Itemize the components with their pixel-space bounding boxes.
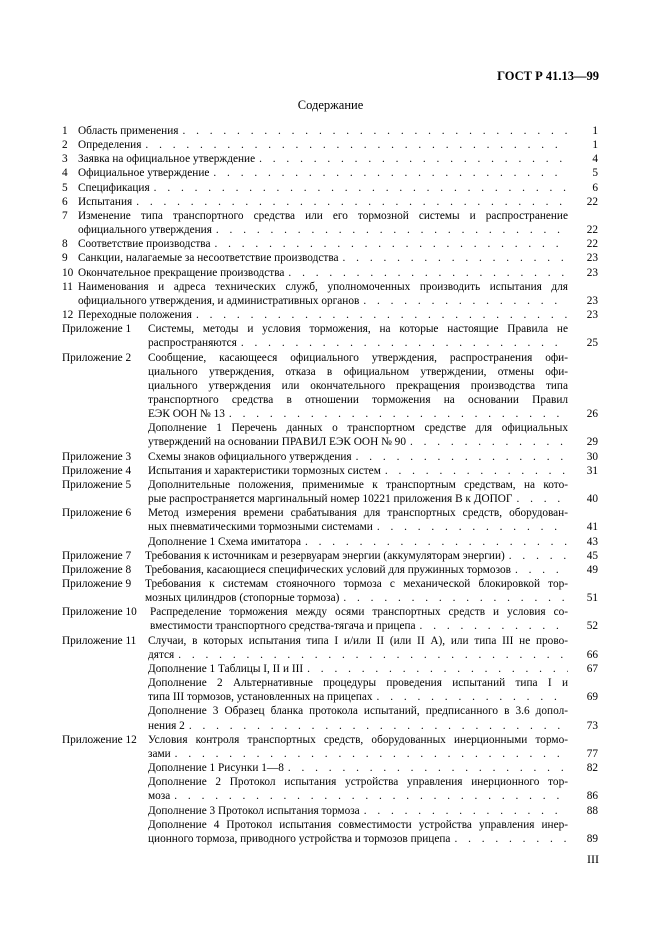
- toc-entry-title: Дополнение 1 Таблицы I, II и III: [148, 662, 304, 675]
- toc-entry[interactable]: [62, 775, 598, 803]
- toc-entry-page: 67: [586, 662, 598, 675]
- toc-entry-page: 6: [592, 181, 598, 194]
- toc-entry-title: Испытания и характеристики тормозных систем: [148, 464, 381, 477]
- toc-entry-title: нения 2: [148, 719, 185, 732]
- dot-leader: [373, 520, 568, 534]
- dot-leader: [416, 619, 568, 633]
- toc-entry-number: 10: [62, 266, 74, 279]
- toc-entry-number: Приложение 12: [62, 733, 137, 746]
- toc-entry-title: Спецификация: [78, 181, 150, 194]
- toc-entry-title: Изменение типа транспортного средства или его тормозной системы и распространение: [78, 209, 568, 222]
- toc-entry-title: Случаи, в которых испытания типа I и/или II (или II А), или типа III не прово-: [148, 634, 568, 647]
- toc-entry-title: Определения: [78, 139, 142, 152]
- toc-entry-page: 23: [586, 294, 598, 307]
- toc-entry-page: 23: [586, 266, 598, 279]
- toc-entry-page: 4: [592, 153, 598, 166]
- toc-entry-title: вместимости транспортного средства-тягача и прицепа: [150, 620, 416, 633]
- toc-entry[interactable]: [62, 322, 598, 350]
- toc-entry[interactable]: [62, 634, 598, 662]
- toc-entry[interactable]: [62, 704, 598, 732]
- toc-entry-title: Испытания: [78, 195, 133, 208]
- toc-entry[interactable]: [62, 478, 598, 506]
- toc-entry-page: 22: [586, 238, 598, 251]
- toc-entry-title: Дополнительные положения, применимые к транспортным средствам, на кото-: [148, 478, 568, 491]
- toc-entry-page: 45: [586, 549, 598, 562]
- toc-entry-page: 22: [586, 224, 598, 237]
- toc-entry-title: Метод измерения времени срабатывания для транспортных средств, оборудован-: [148, 507, 568, 520]
- dot-leader: [450, 832, 568, 846]
- toc-entry-page: 69: [586, 691, 598, 704]
- toc-entry-title: Дополнение 4 Протокол испытания совместимости устройства управления инер-: [148, 818, 568, 831]
- toc-entry-page: 66: [586, 648, 598, 661]
- toc-entry[interactable]: [62, 152, 598, 166]
- toc-entry-title: Требования к системам стояночного тормоза с механической блокировкой тор-: [145, 578, 568, 590]
- toc-entry-title: Официальное утверждение: [78, 167, 210, 180]
- toc-entry-number: Приложение 1: [62, 323, 132, 336]
- toc-entry[interactable]: [62, 181, 598, 195]
- dot-leader: [512, 492, 568, 506]
- dot-leader: [359, 294, 568, 308]
- dot-leader: [174, 648, 568, 662]
- toc-entry-title: Системы, методы и условия торможения, на которые настоящие Правила не: [148, 323, 568, 336]
- toc-entry[interactable]: [62, 676, 598, 704]
- toc-entry-title: распространяются: [148, 337, 237, 350]
- dot-leader: [132, 195, 568, 209]
- toc-entry-title: Дополнение 2 Альтернативные процедуры проведения испытаний типа I и: [148, 677, 568, 690]
- toc-entry-title: утверждений на основании ПРАВИЛ ЕЭК ООН № 90: [148, 436, 406, 449]
- dot-leader: [212, 223, 568, 237]
- toc-entry-title: Наименования и адреса технических служб, уполномоченных производить испытания для: [78, 280, 568, 293]
- dot-leader: [360, 804, 568, 818]
- toc-entry-title: Условия контроля транспортных средств, оборудованных инерционными тормо-: [148, 733, 568, 746]
- dot-leader: [339, 251, 568, 265]
- toc-entry-page: 23: [586, 309, 598, 322]
- toc-entry[interactable]: [62, 308, 598, 322]
- toc-entry-number: 5: [62, 181, 68, 194]
- toc-entry-number: 1: [62, 125, 68, 137]
- toc-entry-title: Область применения: [78, 125, 179, 137]
- toc-entry-page: 43: [586, 535, 598, 548]
- toc-entry[interactable]: [62, 535, 598, 549]
- toc-entry-page: 31: [586, 464, 598, 477]
- toc-entry[interactable]: [62, 804, 598, 818]
- toc-entry-title: циального утверждения, отказа в официальном утверждении, отмены офи-: [148, 365, 568, 378]
- toc-entry-title: Дополнение 1 Рисунки 1—8: [148, 762, 284, 775]
- dot-leader: [301, 535, 568, 549]
- dot-leader: [150, 181, 568, 195]
- dot-leader: [381, 464, 568, 478]
- dot-leader: [303, 662, 568, 676]
- dot-leader: [141, 138, 568, 152]
- toc-entry-page: 52: [586, 620, 598, 633]
- dot-leader: [255, 152, 568, 166]
- dot-leader: [192, 308, 568, 322]
- toc-entry-page: 41: [586, 521, 598, 534]
- toc-entry-title: Схемы знаков официального утверждения: [148, 450, 352, 463]
- toc-entry-page: 22: [586, 195, 598, 208]
- toc-entry-number: 2: [62, 139, 68, 152]
- toc-entry[interactable]: [62, 549, 598, 563]
- dot-leader: [171, 747, 568, 761]
- toc-entry[interactable]: [62, 464, 598, 478]
- dot-leader: [178, 124, 568, 138]
- dot-leader: [237, 336, 568, 350]
- toc-entry-number: 11: [62, 280, 73, 293]
- toc-entry-title: официального утверждения: [78, 224, 212, 237]
- dot-leader: [505, 549, 568, 563]
- toc-entry-number: Приложение 2: [62, 351, 132, 364]
- toc-entry[interactable]: [62, 124, 598, 138]
- toc-entry-page: 86: [586, 790, 598, 803]
- toc-entry-title: моза: [148, 790, 171, 803]
- toc-entry-title: Требования, касающиеся специфических условий для пружинных тормозов: [145, 563, 511, 576]
- toc-entry-title: Дополнение 1 Схема имитатора: [148, 535, 301, 548]
- toc-entry-number: 9: [62, 252, 68, 265]
- toc-entry[interactable]: [62, 251, 598, 265]
- dot-leader: [352, 450, 568, 464]
- dot-leader: [373, 690, 568, 704]
- toc-entry-title: Дополнение 1 Перечень данных о транспортном средстве для официальных: [148, 422, 568, 435]
- toc-entry-number: Приложение 8: [62, 563, 132, 576]
- toc-entry[interactable]: [62, 761, 598, 775]
- toc-entry-title: дятся: [148, 648, 175, 661]
- toc-entry[interactable]: [62, 280, 598, 308]
- dot-leader: [406, 435, 568, 449]
- page-number: III: [587, 852, 599, 866]
- toc-entry-page: 51: [586, 592, 598, 605]
- toc-entry-number: Приложение 5: [62, 478, 132, 491]
- dot-leader: [170, 789, 568, 803]
- toc-entry-page: 89: [586, 832, 598, 845]
- toc-entry[interactable]: [62, 563, 598, 577]
- toc-entry-number: 3: [62, 153, 68, 166]
- page-title: Содержание: [297, 98, 364, 112]
- toc-entry-page: 1: [592, 139, 598, 152]
- toc-entry-title: Заявка на официальное утверждение: [78, 153, 256, 166]
- toc-entry-title: Сообщение, касающееся официального утверждения, распространения офи-: [148, 351, 568, 364]
- toc-entry-page: 88: [586, 804, 598, 817]
- table-of-contents: [62, 124, 598, 846]
- toc-entry-title: Дополнение 3 Протокол испытания тормоза: [148, 804, 360, 817]
- toc-entry-title: ных пневматическими тормозными системами: [148, 521, 373, 534]
- dot-leader: [210, 237, 568, 251]
- toc-entry-number: Приложение 11: [62, 634, 137, 647]
- toc-entry-page: 49: [586, 563, 598, 576]
- toc-entry-page: 40: [586, 493, 598, 506]
- toc-entry-page: 82: [586, 762, 598, 775]
- toc-entry-title: Соответствие производства: [78, 238, 211, 251]
- toc-entry[interactable]: [62, 662, 598, 676]
- dot-leader: [225, 407, 568, 421]
- toc-entry[interactable]: [62, 166, 598, 180]
- toc-entry[interactable]: [62, 605, 598, 633]
- toc-entry[interactable]: [62, 138, 598, 152]
- toc-entry-page: 73: [586, 719, 598, 732]
- dot-leader: [284, 266, 568, 280]
- toc-entry[interactable]: [62, 421, 598, 449]
- toc-entry-title: мозных цилиндров (стопорные тормоза): [145, 592, 340, 605]
- dot-leader: [511, 563, 568, 577]
- toc-entry-title: Требования к источникам и резервуарам энергии (аккумуляторам энергии): [145, 549, 505, 562]
- toc-entry-number: 4: [62, 167, 68, 180]
- toc-entry-title: Окончательное прекращение производства: [78, 266, 285, 279]
- toc-entry-number: 7: [62, 209, 68, 222]
- toc-entry-title: транспортного средства в отношении торможения на основании Правил: [148, 393, 568, 406]
- dot-leader: [284, 761, 568, 775]
- toc-entry-title: Санкции, налагаемые за несоответствие производства: [78, 252, 339, 265]
- toc-entry[interactable]: [62, 195, 598, 209]
- toc-entry-number: Приложение 3: [62, 450, 132, 463]
- toc-entry-number: Приложение 9: [62, 578, 132, 590]
- toc-entry[interactable]: [62, 818, 598, 846]
- toc-entry[interactable]: [62, 450, 598, 464]
- toc-entry-title: ционного тормоза, приводного устройства и тормозов прицепа: [148, 832, 451, 845]
- toc-entry-page: 30: [586, 450, 598, 463]
- dot-leader: [209, 166, 568, 180]
- toc-entry-title: Дополнение 3 Образец бланка протокола испытаний, предписанного в 3.6 допол-: [148, 705, 568, 718]
- toc-entry-title: Переходные положения: [78, 309, 192, 322]
- toc-entry-page: 1: [592, 125, 598, 137]
- toc-entry[interactable]: [62, 209, 598, 237]
- toc-entry[interactable]: [62, 506, 598, 534]
- toc-entry-page: 26: [586, 408, 598, 421]
- toc-entry-number: 8: [62, 238, 68, 251]
- dot-leader: [185, 719, 568, 733]
- toc-entry[interactable]: [62, 266, 598, 280]
- toc-entry-title: рые распространяется маргинальный номер 10221 приложения В к ДОПОГ: [148, 493, 513, 506]
- toc-entry-page: 5: [592, 167, 598, 180]
- toc-entry[interactable]: [62, 237, 598, 251]
- toc-entry-title: типа III тормозов, установленных на прицепах: [148, 691, 373, 704]
- toc-entry-number: 12: [62, 309, 74, 322]
- toc-entry-number: Приложение 7: [62, 549, 132, 562]
- toc-entry-title: зами: [148, 747, 171, 760]
- toc-entry-title: официального утверждения, и административных органов: [78, 294, 360, 307]
- toc-entry-page: 23: [586, 252, 598, 265]
- toc-entry-number: Приложение 10: [62, 606, 137, 619]
- toc-entry-number: 6: [62, 195, 68, 208]
- toc-entry-page: 77: [586, 747, 598, 760]
- toc-entry[interactable]: [62, 733, 598, 761]
- dot-leader: [339, 591, 568, 605]
- toc-entry-page: 29: [586, 436, 598, 449]
- toc-entry-title: Дополнение 2 Протокол испытания устройства управления инерционного тор-: [148, 776, 568, 789]
- toc-entry-title: циального утверждения или окончательного прекращения производства типа: [148, 379, 568, 392]
- toc-entry-number: Приложение 4: [62, 464, 132, 477]
- toc-entry[interactable]: [62, 577, 598, 605]
- toc-entry-title: Распределение торможения между осями транспортных средств и условия со-: [150, 606, 568, 619]
- toc-entry-page: 25: [586, 337, 598, 350]
- toc-entry-number: Приложение 6: [62, 507, 132, 520]
- document-header: ГОСТ Р 41.13—99: [497, 69, 599, 83]
- toc-entry-title: ЕЭК ООН № 13: [148, 408, 225, 421]
- toc-entry[interactable]: [62, 351, 598, 422]
